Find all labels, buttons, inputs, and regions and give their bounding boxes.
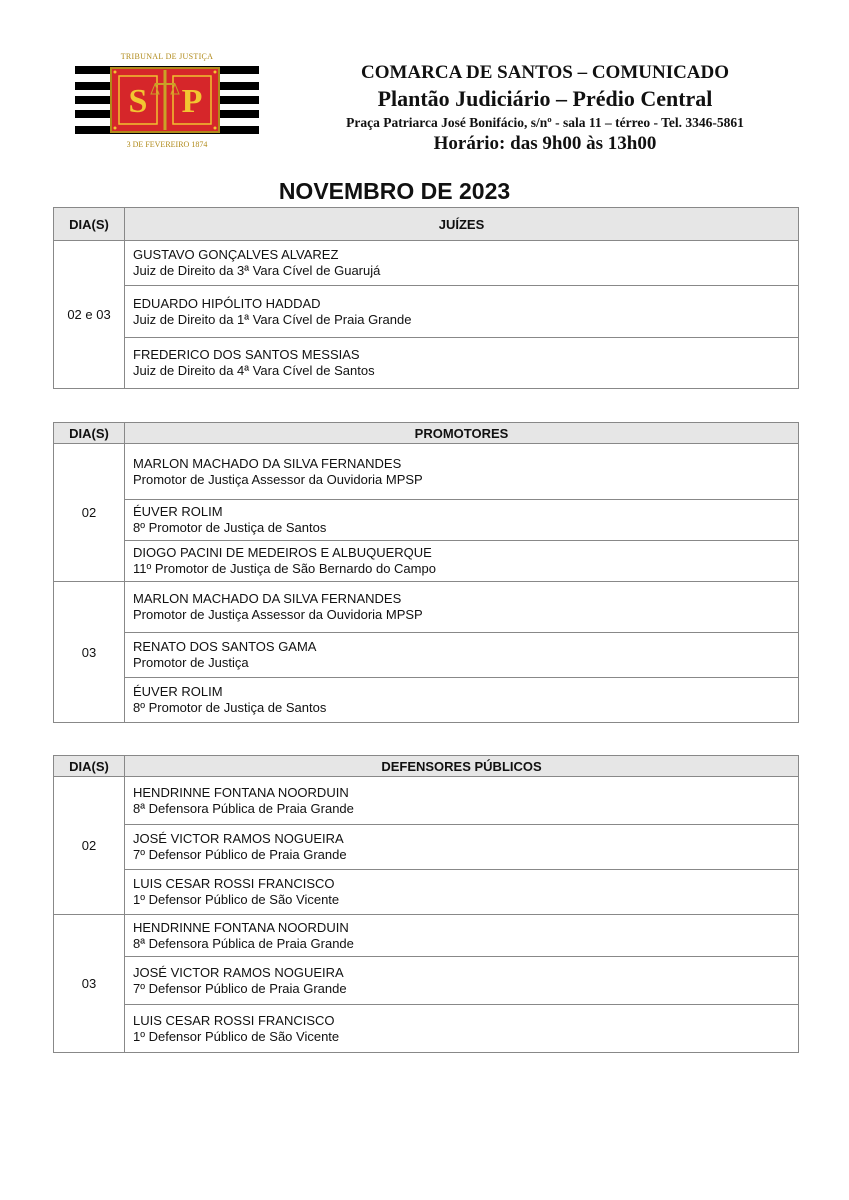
role-column-header: JUÍZES (125, 208, 799, 241)
person-name: LUIS CESAR ROSSI FRANCISCO (133, 876, 335, 891)
table-row (54, 241, 799, 286)
person-role: 7º Defensor Público de Praia Grande (133, 847, 347, 862)
person-role: Promotor de Justiça Assessor da Ouvidoria MPSP (133, 607, 423, 622)
table-header-row (54, 423, 799, 444)
role-column-header: DEFENSORES PÚBLICOS (125, 756, 799, 777)
person-cell (125, 633, 799, 678)
table-row (54, 825, 799, 870)
person-cell (125, 444, 799, 500)
person-name: MARLON MACHADO DA SILVA FERNANDES (133, 591, 402, 606)
table-row (54, 582, 799, 633)
person-name: HENDRINNE FONTANA NOORDUIN (133, 784, 349, 800)
day-column-header: DIA(S) (54, 208, 125, 241)
day-cell: 02 (54, 444, 125, 582)
month-title: NOVEMBRO DE 2023 (278, 178, 511, 204)
person-role: 1º Defensor Público de São Vicente (133, 892, 340, 907)
logo-letter-s: S (128, 83, 148, 120)
person-role: 8º Promotor de Justiça de Santos (133, 700, 327, 715)
header-plantao: Plantão Judiciário – Prédio Central (377, 86, 713, 111)
day-cell: 03 (54, 915, 125, 1053)
person-role: 7º Defensor Público de Praia Grande (133, 980, 347, 996)
person-role: Promotor de Justiça (133, 655, 249, 670)
person-role: 8ª Defensora Pública de Praia Grande (133, 800, 354, 816)
public-defenders-table (53, 755, 799, 1053)
person-name: DIOGO PACINI DE MEDEIROS E ALBUQUERQUE (133, 545, 432, 560)
person-cell (125, 582, 799, 633)
table-row (54, 870, 799, 915)
table-row (54, 541, 799, 582)
table-row (54, 957, 799, 1005)
person-cell (125, 678, 799, 723)
person-name: FREDERICO DOS SANTOS MESSIAS (133, 347, 360, 362)
logo-letter-p: P (181, 83, 203, 120)
person-name: ÉUVER ROLIM (133, 684, 223, 699)
day-column-header: DIA(S) (54, 423, 125, 444)
person-name: GUSTAVO GONÇALVES ALVAREZ (133, 247, 339, 262)
table-row (54, 678, 799, 723)
person-cell (125, 541, 799, 582)
day-cell: 02 e 03 (54, 241, 125, 389)
table-header-row (54, 756, 799, 777)
person-name: RENATO DOS SANTOS GAMA (133, 639, 317, 654)
table-row (54, 338, 799, 389)
person-role: Juiz de Direito da 4ª Vara Cível de Santos (133, 363, 375, 378)
sp-flag-emblem (75, 66, 259, 134)
person-role: 8ª Defensora Pública de Praia Grande (133, 935, 354, 951)
person-role: 8º Promotor de Justiça de Santos (133, 520, 327, 535)
person-cell (125, 500, 799, 541)
person-name: JOSÉ VICTOR RAMOS NOGUEIRA (133, 831, 344, 846)
person-cell (125, 957, 799, 1005)
person-cell (125, 338, 799, 389)
person-name: EDUARDO HIPÓLITO HADDAD (133, 295, 321, 311)
day-cell: 02 (54, 777, 125, 915)
person-cell (125, 915, 799, 957)
person-role: 11º Promotor de Justiça de São Bernardo do Campo (133, 561, 436, 576)
header-hours: Horário: das 9h00 às 13h00 (433, 133, 657, 154)
table-row (54, 1005, 799, 1053)
day-cell: 03 (54, 582, 125, 723)
person-cell (125, 777, 799, 825)
person-role: Juiz de Direito da 3ª Vara Cível de Guarujá (133, 263, 381, 278)
person-name: HENDRINNE FONTANA NOORDUIN (133, 919, 349, 935)
table-row (54, 500, 799, 541)
table-row (54, 633, 799, 678)
table-header-row (54, 208, 799, 241)
person-cell (125, 286, 799, 338)
person-role: 1º Defensor Público de São Vicente (133, 1028, 340, 1044)
person-name: LUIS CESAR ROSSI FRANCISCO (133, 1012, 335, 1028)
person-cell (125, 825, 799, 870)
table-row (54, 915, 799, 957)
header-comarca: COMARCA DE SANTOS – COMUNICADO (360, 62, 730, 83)
logo-title: TRIBUNAL DE JUSTIÇA (120, 52, 214, 61)
judges-table (53, 207, 799, 389)
person-role: Juiz de Direito da 1ª Vara Cível de Praia Grande (133, 311, 412, 327)
logo-date: 3 DE FEVEREIRO 1874 (126, 140, 208, 149)
person-cell (125, 241, 799, 286)
tjsp-logo (75, 52, 259, 152)
prosecutors-table (53, 422, 799, 723)
role-column-header: PROMOTORES (125, 423, 799, 444)
table-row (54, 777, 799, 825)
day-column-header: DIA(S) (54, 756, 125, 777)
person-name: JOSÉ VICTOR RAMOS NOGUEIRA (133, 964, 344, 980)
table-row (54, 286, 799, 338)
person-cell (125, 870, 799, 915)
table-row (54, 444, 799, 500)
person-role: Promotor de Justiça Assessor da Ouvidoria MPSP (133, 471, 423, 487)
person-cell (125, 1005, 799, 1053)
person-name: MARLON MACHADO DA SILVA FERNANDES (133, 455, 402, 471)
header-address: Praça Patriarca José Bonifácio, s/nº - sala 11 – térreo - Tel. 3346-5861 (346, 115, 744, 130)
person-name: ÉUVER ROLIM (133, 504, 223, 519)
